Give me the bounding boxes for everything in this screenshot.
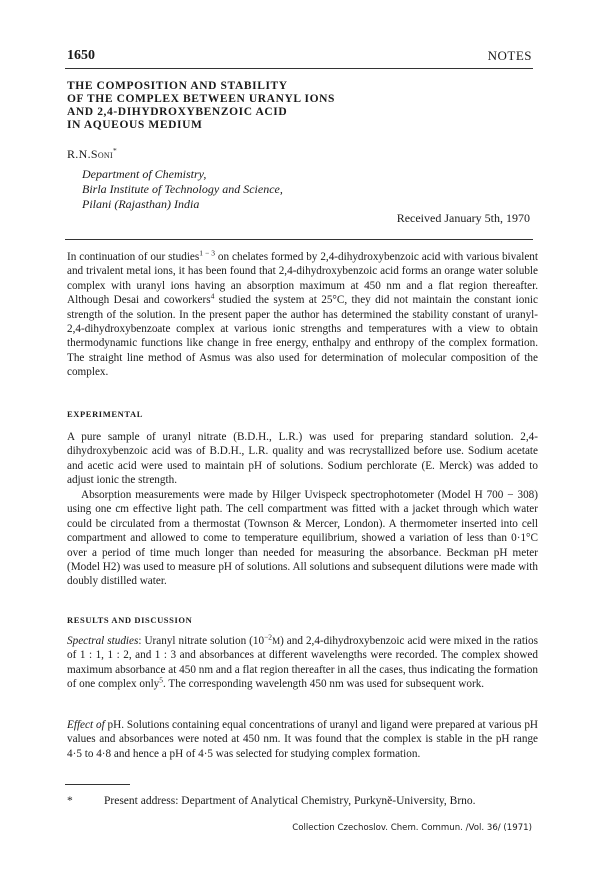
article-title — [67, 80, 537, 132]
author — [67, 147, 117, 162]
title-line: IN AQUEOUS MEDIUM — [67, 119, 203, 131]
footnote: * Present address: Department of Analytical Chemistry, Purkyně-University, Brno. — [67, 795, 476, 807]
header-rule — [65, 68, 533, 69]
effect-of-ph-paragraph: Effect of pH. Solutions containing equal concentrations of uranyl and ligand were prepared at various pH values and absorbances were noted at 450 nm. It was found that the complex is stable in the pH range 4·5 to 4·8 and hence a pH of 4·5 was selected for studying complex formation. — [67, 719, 538, 760]
section-label: NOTES — [487, 48, 532, 63]
affiliation-line: Pilani (Rajasthan) India — [82, 197, 200, 211]
received-date: Received January 5th, 1970 — [396, 211, 530, 225]
effect-of-ph-label: Effect of — [67, 719, 105, 731]
citation-ref: 4 — [210, 291, 215, 301]
title-line: AND 2,4-DIHYDROXYBENZOIC ACID — [67, 106, 288, 118]
title-line: THE COMPOSITION AND STABILITY — [67, 80, 288, 92]
author-surname: Soni — [90, 147, 113, 161]
spectral-studies-label: Spectral studies — [67, 635, 139, 647]
title-block-rule — [65, 239, 533, 240]
spectral-studies-paragraph: Spectral studies: Uranyl nitrate solution $(10^{-2}M)$ and 2,4-dihydroxybenzoic acid were mixed in the ratios of 1 : 1, 1 : 2, and 1 : 3 and absorbances at different wavelengths were recorded. The complex showed maximum absorbance at 450 nm and a flat region thereafter in all the cases, thus indicating the formation of one complex only$^5$. The corresponding wavelength 450 nm was used for subsequent work. — [67, 632, 538, 691]
page-number: 1650 — [67, 48, 95, 63]
title-line: OF THE COMPLEX BETWEEN URANYL IONS — [67, 93, 336, 105]
footnote-rule — [65, 784, 130, 785]
experimental-paragraph: A pure sample of uranyl nitrate (B.D.H., L.R.) was used for preparing standard solution. 2,4-dihydroxybenzoic acid was of B.D.H., L.R. quality and was recrystallized before use. Sodium acetate and acetic acid were used to maintain pH of solutions. Sodium perchlorate (E. Merck) was added to adjust ionic the strength. — [67, 431, 538, 487]
affiliation-line: Birla Institute of Technology and Science, — [82, 182, 283, 196]
author-initials: R.N. — [67, 147, 91, 161]
section-heading-results: RESULTS AND DISCUSSION — [67, 615, 193, 625]
footnote-mark: * — [67, 795, 73, 807]
intro-paragraph: In continuation of our studies$^{1 - 3}$ on chelates formed by 2,4-dihydroxybenzoic acid with various bivalent and trivalent metal ions, it has been found that 2,4-dihydroxybenzoic acid forms an orange water soluble complex with uranyl ions having an absorption maximum at 450 nm and a flat region thereafter. Although Desai and coworkers$^4$ studied the system at 25°C, they did not maintain the constant ionic strength of the solution. In the present paper the author has determined the stability constant of uranyl-2,4-dihydroxybenzoate complex at various ionic strengths and temperatures with a view to obtain thermodynamic functions like change in free energy, enthalpy and enthropy of the complex formation. The straight line method of Asmus was also used for determination of molecular composition of the complex. — [67, 248, 539, 379]
author-mark: * — [112, 146, 118, 155]
section-heading-experimental: EXPERIMENTAL — [67, 409, 143, 419]
citation-ref: 1 − 3 — [199, 248, 215, 258]
affiliation-line: Department of Chemistry, — [82, 167, 207, 181]
experimental-paragraph: Absorption measurements were made by Hilger Uvispeck spectrophotometer (Model H 700 − 308) using one cm effective light path. The cell compartment was fitted with a jacket through which water could be circulated from a thermostat (Townson & Mercer, London). A thermometer inserted into cell compartment and allowed to come to temperature equilibrium, showed a variation of less than 0·1°C over a period of time much longer than needed for measuring the absorbance. Beckman pH meter (Model H2) was used to measure pH of solutions. All solutions and subsequent dilutions were made with doubly distilled water. — [67, 489, 538, 588]
affiliation — [82, 167, 283, 212]
journal-footer: Collection Czechoslov. Chem. Commun. /Vol. 36/ (1971) — [292, 823, 532, 833]
citation-ref: 5 — [159, 675, 164, 685]
